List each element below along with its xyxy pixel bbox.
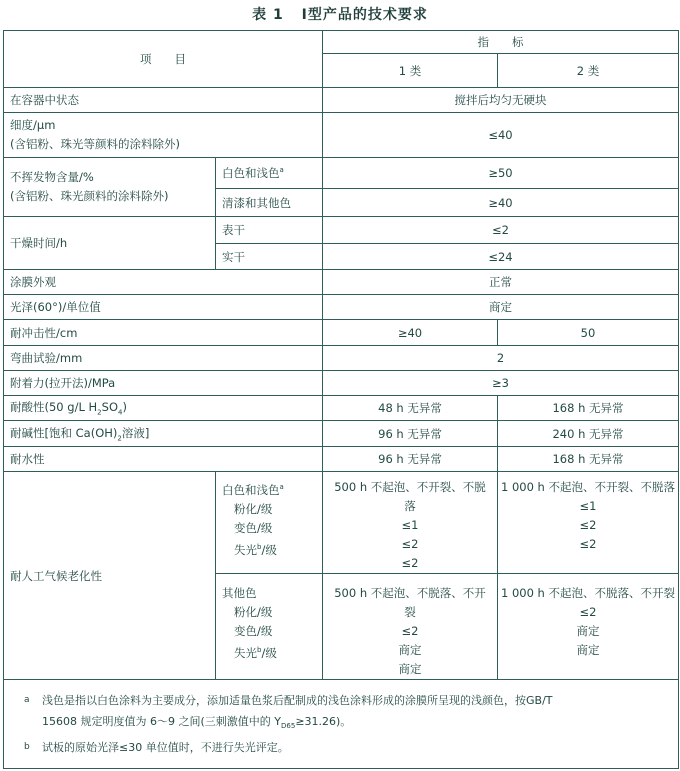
chalking-label: 粉化/级 (234, 501, 273, 516)
value-line: ≤2 (401, 556, 419, 570)
footnote-mark: b (257, 646, 262, 654)
row-value-class2: 240 h 无异常 (498, 421, 679, 447)
row-value: 搅拌后均匀无硬块 (323, 88, 679, 113)
sub-item: 清漆和其他色 (216, 189, 323, 217)
sub-item-other (216, 574, 323, 680)
header-item: 项 目 (4, 31, 323, 88)
table-title (0, 4, 680, 24)
table-number: 表 1 (252, 7, 284, 23)
item-note: (含铝粉、珠光颜料的涂料除外) (10, 189, 169, 203)
sub-item: 实干 (216, 244, 323, 270)
value-line: 500 h 不起泡、不脱落、不开裂 (334, 586, 486, 619)
row-value: 2 (323, 346, 679, 371)
table-row (4, 447, 679, 472)
subscript: 4 (118, 408, 123, 417)
table-row (4, 396, 679, 421)
footnote-text: 浅色是指以白色涂料为主要成分，添加适量色浆后配制成的浅色涂料形成的涂膜所呈现的浅颜色，按GB/T (42, 694, 553, 707)
sub-item-light (216, 472, 323, 574)
header-class1: 1 类 (323, 54, 498, 88)
table-caption: Ⅰ型产品的技术要求 (301, 7, 428, 23)
footnote-text: 试板的原始光泽≤30 单位值时，不进行失光评定。 (42, 741, 289, 755)
value-line: ≤2 (579, 537, 597, 551)
footnote-mark: a (279, 166, 284, 175)
row-value: ≤2 (323, 217, 679, 244)
footnote-text: ≥31.26)。 (295, 715, 352, 728)
row-value: ≥3 (323, 371, 679, 396)
item-label: 溶液] (121, 425, 150, 440)
value-line: ≤2 (579, 518, 597, 532)
gloss-loss-label (222, 538, 316, 560)
table-row (4, 346, 679, 371)
sub-item-label: 白色和浅色 (222, 166, 280, 180)
footnotes-row (4, 680, 679, 769)
row-item: 弯曲试验/mm (4, 346, 323, 371)
value-line: 商定 (398, 662, 422, 676)
sub-item-label: 失光 (234, 542, 257, 557)
footnotes (4, 680, 679, 769)
subscript: D65 (281, 722, 296, 731)
table-row (4, 270, 679, 295)
gloss-loss-label (222, 641, 316, 663)
item-label: SO (101, 400, 118, 415)
sub-item: 表干 (216, 217, 323, 244)
subscript: 2 (97, 408, 102, 417)
sub-item (216, 158, 323, 189)
row-item (4, 158, 216, 217)
weathering-other-class2 (498, 574, 679, 680)
row-value-class2: 168 h 无异常 (498, 447, 679, 472)
row-value: ≤40 (323, 113, 679, 158)
row-value: ≥40 (323, 189, 679, 217)
value-line: 商定 (398, 643, 422, 657)
value-line: ≤1 (401, 518, 419, 532)
sub-item-head (222, 478, 316, 500)
weathering-light-class2 (498, 472, 679, 574)
value-line: ≤2 (401, 624, 419, 638)
row-item: 干燥时间/h (4, 217, 216, 270)
row-item: 光泽(60°)/单位值 (4, 295, 323, 320)
footnote-mark: b (257, 542, 262, 551)
value-line: 商定 (576, 643, 600, 657)
item-label: ) (122, 400, 127, 415)
row-item: 涂膜外观 (4, 270, 323, 295)
technical-requirements-table (3, 30, 679, 769)
row-item: 耐水性 (4, 447, 323, 472)
subscript: 2 (117, 434, 122, 443)
footnote-b (24, 737, 666, 758)
sub-item-label: /级 (261, 542, 277, 557)
item-label: 耐碱性[饱和 Ca(OH) (10, 425, 118, 440)
row-value-class2: 50 (498, 320, 679, 346)
item-label: 不挥发物含量/% (10, 170, 94, 184)
table-row (4, 472, 679, 574)
row-item: 耐人工气候老化性 (4, 472, 216, 680)
row-value: ≤24 (323, 244, 679, 270)
footnote-mark: a (279, 483, 284, 491)
item-label: 耐酸性(50 g/L H (10, 400, 98, 415)
weathering-other-class1 (323, 574, 498, 680)
weathering-light-class1 (323, 472, 498, 574)
row-value-class1: 48 h 无异常 (323, 396, 498, 421)
row-item: 附着力(拉开法)/MPa (4, 371, 323, 396)
value-line: ≤2 (579, 605, 597, 619)
table-row (4, 295, 679, 320)
table-row (4, 217, 679, 244)
row-value: 商定 (323, 295, 679, 320)
value-line: ≤1 (579, 499, 597, 513)
row-item (4, 396, 323, 421)
chalking-label: 粉化/级 (234, 605, 273, 619)
table-row (4, 113, 679, 158)
row-item (4, 113, 323, 158)
table-row (4, 320, 679, 346)
color-change-label: 变色/级 (234, 520, 273, 535)
table-row (4, 421, 679, 447)
row-item (4, 421, 323, 447)
value-line: ≤2 (401, 537, 419, 551)
value-line: 500 h 不起泡、不开裂、不脱落 (334, 480, 486, 513)
row-item: 在容器中状态 (4, 88, 323, 113)
value-line: 1 000 h 不起泡、不脱落、不开裂 (500, 586, 676, 600)
footnote-text: 15608 规定明度值为 6～9 之间(三刺激值中的 Y (42, 715, 281, 728)
row-value-class1: ≥40 (323, 320, 498, 346)
sub-item-head: 其他色 (222, 586, 257, 600)
footnote-mark: b (24, 742, 30, 753)
header-row (4, 31, 679, 54)
row-value-class2: 168 h 无异常 (498, 396, 679, 421)
header-class2: 2 类 (498, 54, 679, 88)
sub-item-label: 白色和浅色 (222, 482, 280, 497)
value-line: 商定 (576, 624, 600, 638)
item-label: 细度/μm (10, 118, 56, 132)
row-item: 耐冲击性/cm (4, 320, 323, 346)
sub-item-label: 失光 (234, 645, 257, 660)
item-note: (含铝粉、珠光等颜料的涂料除外) (10, 137, 180, 151)
sub-item-label: /级 (261, 645, 277, 660)
header-indicator: 指 标 (323, 31, 679, 54)
table-row (4, 88, 679, 113)
row-value-class1: 96 h 无异常 (323, 447, 498, 472)
row-value: ≥50 (323, 158, 679, 189)
footnote-mark: a (24, 695, 30, 705)
row-value-class1: 96 h 无异常 (323, 421, 498, 447)
color-change-label: 变色/级 (234, 624, 273, 638)
table-row (4, 371, 679, 396)
value-line: 1 000 h 不起泡、不开裂、不脱落 (500, 480, 676, 494)
footnote-a (24, 690, 666, 711)
footnote-a-continued (24, 711, 666, 737)
table-row (4, 158, 679, 189)
row-value: 正常 (323, 270, 679, 295)
